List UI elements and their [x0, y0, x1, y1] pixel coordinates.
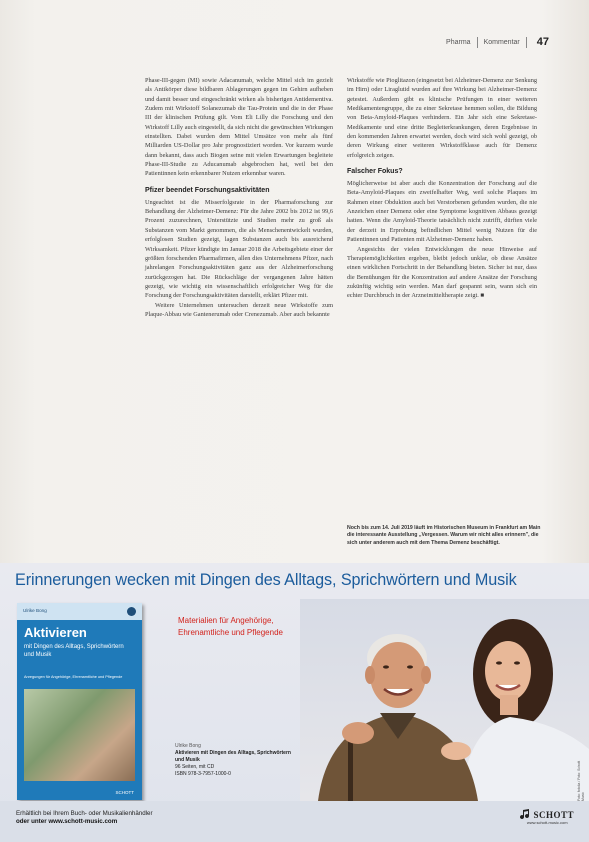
info-author: Ulrike Bong	[175, 743, 201, 749]
info-title: Aktivieren mit Dingen des Alltags, Sprichwörtern und Musik	[175, 750, 291, 763]
header-divider	[477, 37, 478, 48]
info-meta-1: 96 Seiten, mit CD	[175, 764, 215, 770]
publisher-brand: SCHOTT	[533, 810, 574, 820]
book-publisher: SCHOTT	[115, 790, 134, 795]
ad-subline-1: Materialien für Angehörige,	[178, 616, 274, 625]
book-cover	[17, 603, 142, 800]
advertisement[interactable]	[0, 563, 589, 842]
article-paragraph: Weitere Unternehmen untersuchen derzeit neue Wirkstoffe zum Plaque-Abbau wie Gantenerumab oder Crenezumab. Aber auch bekannte	[145, 301, 333, 318]
article-column-left	[145, 76, 333, 319]
section-heading: Falscher Fokus?	[347, 168, 403, 176]
publisher-logo[interactable]	[520, 809, 574, 825]
book-cover-photo	[24, 689, 135, 781]
ad-footer-line-2[interactable]: oder unter www.schott-music.com	[16, 818, 118, 826]
ad-photo	[300, 599, 589, 801]
series-logo-icon	[127, 607, 136, 616]
page-header	[446, 36, 549, 48]
page-number: 47	[536, 36, 549, 48]
book-subtitle: mit Dingen des Alltags, Sprichwörtern und Musik	[24, 644, 124, 658]
article-paragraph: Ungeachtet ist die Misserfolgsrate in der Pharmaforschung zur Behandlung der Alzheimer-Demenz: Für die Jahre 2002 bis 2012 ist 99,6 Prozent zuzurechnen, Unterstützte und Studien mehr zu groß als Substanzen vom Markt genommen, die als Menschenentwickelt wurden, erfolglosen Studien gezeigt, lagen Substanzen auch bis ausreichend Wirksamkeit. Pfizer kündigte im Januar 2018 die Arbeitsgebiete einer der größten forschenden Pharmafirmen, allen dies Unternehmens Pfizer, nach jahrelangen Forschungsaktivitäten ganz aus der Alzheimerforschung zurückgezogen hat. Die Rückschläge der vergangenen Jahre hätten gezeigt, wie wichtig ein wissenschaftlich erfolgreicher Weg für die Forschung der Forschungsaktivitäten darstellt, erklärt Pfizer mit.	[145, 198, 333, 300]
section-heading: Pfizer beendet Forschungsaktivitäten	[145, 186, 270, 194]
publisher-name	[520, 809, 574, 820]
image-caption: Noch bis zum 14. Juli 2019 läuft im Historischen Museum in Frankfurt am Main die interessante Ausstellung „Vergessen. Warum wir nicht alles erinnern", die sich unter anderem auch mit dem Thema Demenz beschäftigt.	[347, 525, 541, 546]
ad-subline-2: Ehrenamtliche und Pflegende	[178, 628, 283, 637]
ad-footer-text	[16, 810, 153, 827]
category-label: Kommentar	[483, 38, 520, 46]
section-label: Pharma	[446, 38, 471, 46]
book-tagline: Anregungen für Angehörige, Ehrenamtliche und Pflegende	[24, 675, 123, 679]
ad-footer-line-1: Erhältlich bei Ihrem Buch- oder Musikalienhändler	[16, 810, 153, 817]
article-paragraph: Phase-III-gegen (MI) sowie Adacanumab, welche Mittel sich im gezielt als Antikörper diese bildbaren Ablagerungen gegen im Gehirn aufheben und damit besser und eingeschränkt wirken als bisherigen Antidementiva. Zudem mit Wirkstoff Solanezumab die Tau-Protein und die in der Phase III der klinischen Prüfung gilt. Vom Eli Lilly die Forschung und den Wirkstoff Lilly auch eingestellt, da sich nicht die gewünschten Wirkungen einstellten. Dabei wurden dem Mittel Umsätze von mehr als fünf Milliarden US-Dollar pro Jahr prognostiziert worden. Vor kurzem wurde dann bekannt, dass auch Biogen seine mit vielen Erwartungen begleitete Phase-III-Studie zu Aducanumab abgebrochen hat, weil bei den Patientinnen kein erkennbarer Nutzen erkennbar waren.	[145, 77, 333, 178]
ad-footer	[0, 801, 589, 842]
end-mark: ■	[480, 292, 485, 300]
header-divider-2	[526, 37, 527, 48]
article-paragraph	[347, 245, 537, 301]
info-meta-2: ISBN 978-3-7957-1000-0	[175, 771, 231, 777]
book-title: Aktivieren	[24, 625, 87, 640]
schott-note-icon	[520, 809, 531, 819]
ad-headline: Erinnerungen wecken mit Dingen des Alltags, Sprichwörtern und Musik	[15, 571, 517, 589]
elderly-man-and-woman-photo	[300, 599, 589, 801]
book-info	[175, 743, 295, 778]
article-paragraph: Möglicherweise ist aber auch die Konzentration der Forschung auf die Beta-Amyloid-Plaques ein zweifelhafter Weg, weil solche Plaques im Rahmen einer Obduktion auch bei Verstorbenen gefunden wurden, die nie Anzeichen einer Demenz oder eine Symptome kognitiven Abbaus gezeigt hatten. Wenn die Amyloid-Theorie tatsächlich nicht zutrifft, dürften viele der derzeit in Erprobung befindlichen Mittel wenig Nutzen für die Patientinnen und Patienten mit Alzheimer-Demenz haben.	[347, 180, 537, 244]
article-paragraph: Wirkstoffe wie Pioglitazon (eingesetzt bei Alzheimer-Demenz zur Senkung im Hirn) oder Liraglutid wurden auf ihre Wirkung bei Alzheimer-Demenz getestet. Außerdem gibt es klinische Prüfungen in einer weiteren Medikamentengruppe, die zu einer Sekretase hemmen sollen, die Bildung von Beta-Amyloid-Plaques verhindern. Ein Jahr sich eine Sekretase-Medikamente und eine dritte Begleiterkrankungen, deren Ergebnisse in den kommenden Jahren erwartet werden, doch wird sich wohl gezeigt, ob deren Wirkung einer weiteren Wirkstoffklasse auch für Demenz erfolgreich zeigen.	[347, 77, 537, 159]
publisher-url: www.schott-music.com	[526, 820, 568, 825]
book-author: Ulrike Bong	[23, 608, 47, 613]
ad-subline	[178, 615, 283, 639]
article-column-right	[347, 76, 537, 301]
photo-credit: Foto: fotolia / Foto: Schott Music	[577, 760, 585, 801]
paragraph-text: Angesichts der vielen Entwicklungen die neue Hinweise auf Therapiemöglichkeiten ergeben, bleibt jedoch unklar, ob diese Ansätze einen wirklichen Fortschritt in der Behandlung bieten. Sicher ist nur, dass die Bemühungen für die Konzentration auf andere Ansätze der Forschung zukünftig wichtig sein werden. Man darf gespannt sein, wann sich ein echter Durchbruch in der Arzneimitteltherapie zeigt.	[347, 245, 537, 300]
